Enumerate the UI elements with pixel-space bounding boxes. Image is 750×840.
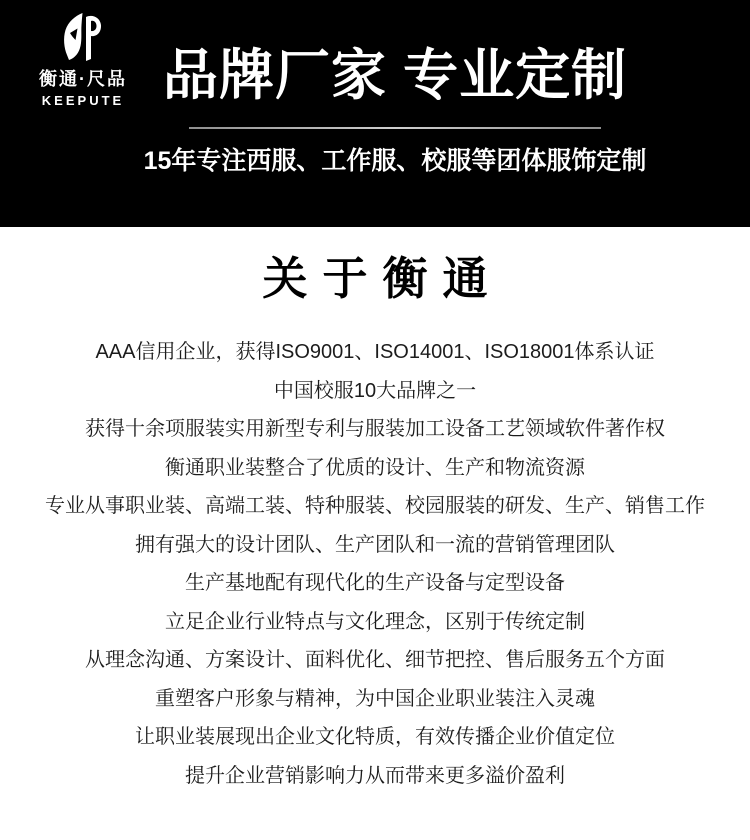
keepute-mark-icon (61, 13, 105, 63)
about-line: 生产基地配有现代化的生产设备与定型设备 (185, 572, 565, 594)
about-line: 衡通职业装整合了优质的设计、生产和物流资源 (165, 456, 585, 479)
about-line: 重塑客户形象与精神，为中国企业职业装注入灵魂 (155, 687, 595, 710)
about-line: 拥有强大的设计团队、生产团队和一流的营销管理团队 (135, 533, 615, 556)
about-line: 专业从事职业装、高端工装、特种服装、校园服装的研发、生产、销售工作 (45, 495, 705, 517)
about-line: 从理念沟通、方案设计、面料优化、细节把控、售后服务五个方面 (85, 649, 665, 671)
about-line: 让职业装展现出企业文化特质，有效传播企业价值定位 (135, 726, 615, 748)
brand-logo (28, 13, 138, 108)
about-line: 获得十余项服装实用新型专利与服装加工设备工艺领域软件著作权 (85, 418, 665, 440)
about-line: 提升企业营销影响力从而带来更多溢价盈利 (185, 764, 565, 787)
logo-chinese-name: 衡通·尺品 (39, 69, 127, 89)
about-text-block (0, 333, 750, 795)
about-heading: 关于衡通 (262, 253, 503, 304)
about-line: 中国校服10大品牌之一 (273, 379, 477, 402)
hero-subtitle: 15年专注西服、工作服、校服等团体服饰定制 (143, 147, 647, 175)
about-section (0, 227, 750, 795)
hero-text-block (140, 0, 650, 176)
about-line: 立足企业行业特点与文化理念，区别于传统定制 (165, 610, 585, 633)
logo-english-name: KEEPUTE (41, 93, 125, 108)
hero-banner (0, 0, 750, 227)
hero-title: 品牌厂家 专业定制 (162, 44, 628, 106)
about-line: AAA信用企业，获得ISO9001、ISO14001、ISO18001体系认证 (95, 341, 655, 363)
